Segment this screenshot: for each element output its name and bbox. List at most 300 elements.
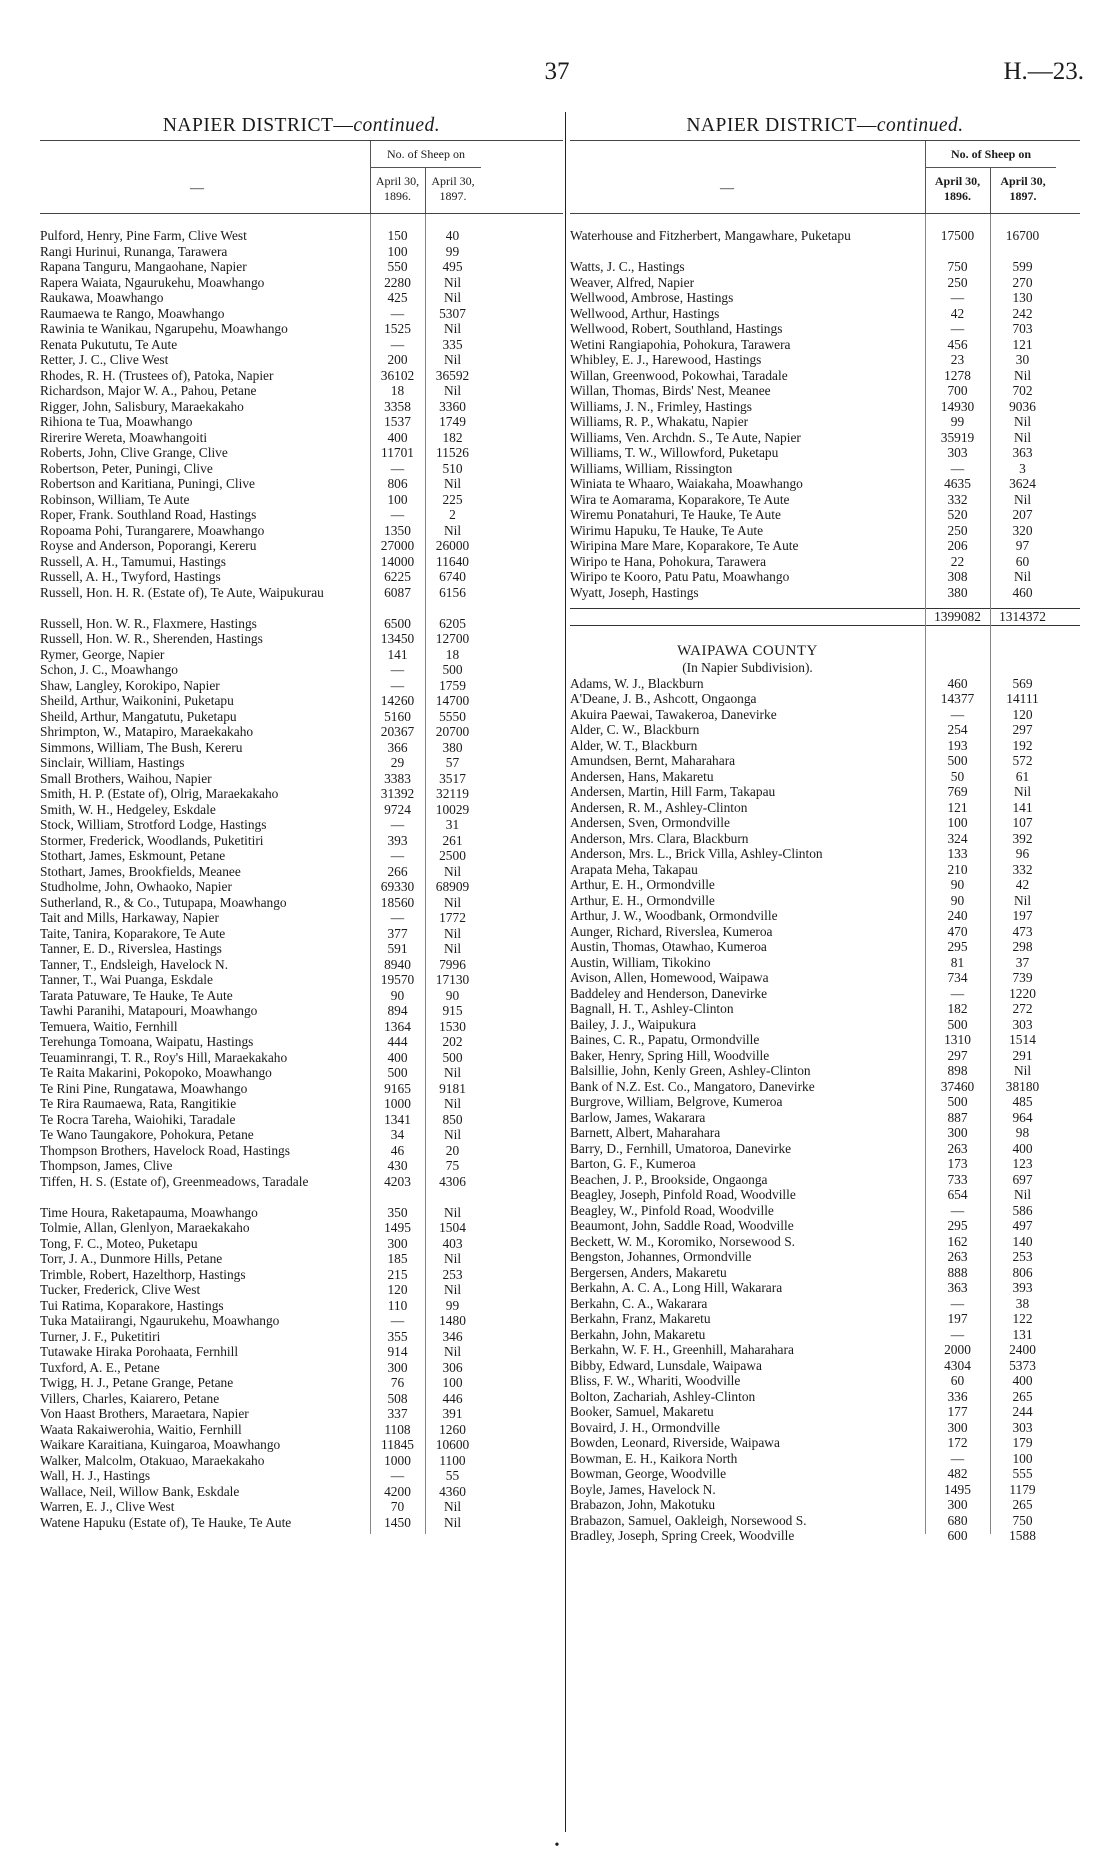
sheep-1897: 739 <box>1012 970 1033 985</box>
sheep-1896: 2000 <box>944 1342 971 1357</box>
sheep-1897: 5307 <box>439 305 466 321</box>
sheep-1896: 888 <box>947 1264 968 1280</box>
table-row <box>40 461 563 477</box>
sheep-1897: Nil <box>443 1344 462 1359</box>
sheep-1896: 500 <box>947 1016 968 1032</box>
owner-name: Bibby, Edward, Lunsdale, Waipawa <box>570 1357 762 1373</box>
sheep-1896: 9165 <box>384 1080 411 1096</box>
owner-name: Twigg, H. J., Petane Grange, Petane <box>40 1375 234 1390</box>
table-row <box>40 910 563 926</box>
sheep-1897: 332 <box>1012 861 1033 877</box>
owner-name: Watts, J. C., Hastings <box>570 259 685 274</box>
owner-name: Tawhi Paranihi, Matapouri, Moawhango <box>40 1003 258 1018</box>
sheep-1896: 377 <box>387 925 408 941</box>
table-row <box>570 1327 1080 1343</box>
owner-name: Teuaminrangi, T. R., Roy's Hill, Maraekakaho <box>40 1049 288 1065</box>
sheep-1897: 750 <box>1012 1512 1033 1528</box>
sheep-1897: 3360 <box>439 398 466 414</box>
sheep-1897: Nil <box>443 1065 462 1080</box>
owner-name: Baddeley and Henderson, Danevirke <box>570 985 768 1001</box>
owner-name: Adams, W. J., Blackburn <box>570 675 704 691</box>
table-row <box>570 1017 1080 1033</box>
sheep-1896: 19570 <box>380 972 415 987</box>
sheep-1896: — <box>390 677 405 693</box>
table-row <box>570 1203 1080 1219</box>
sheep-1897: 225 <box>442 491 463 507</box>
table-row <box>40 1437 563 1453</box>
sheep-1896: — <box>950 1295 965 1311</box>
owner-name: Tait and Mills, Harkaway, Napier <box>40 910 219 925</box>
sheep-1896: 173 <box>947 1156 968 1171</box>
owner-name: Waikare Karaitiana, Kuingaroa, Moawhango <box>40 1437 281 1452</box>
sheep-1897: 38180 <box>1005 1078 1040 1094</box>
sheep-1897: 121 <box>1012 336 1033 352</box>
owner-name: Te Raita Makarini, Pokopoko, Moawhango <box>40 1065 272 1080</box>
sheep-1896: 591 <box>387 941 408 956</box>
sheep-1897: 18 <box>445 646 460 662</box>
county-title: WAIPAWA COUNTY <box>677 642 818 659</box>
table-row <box>570 1249 1080 1265</box>
owner-name: Wiremu Ponatahuri, Te Hauke, Te Aute <box>570 507 781 522</box>
sheep-1897: 1588 <box>1009 1528 1036 1543</box>
sheep-1896: 297 <box>947 1047 968 1063</box>
owner-name: Ropoama Pohi, Turangarere, Moawhango <box>40 522 265 538</box>
sheep-1896: — <box>950 985 965 1001</box>
sheep-1897: 253 <box>1012 1249 1033 1264</box>
right-col-group-label: No. of Sheep on <box>926 141 1056 168</box>
owner-name: Sinclair, William, Hastings <box>40 755 185 770</box>
owner-name: Bailey, J. J., Waipukura <box>570 1016 697 1032</box>
sheep-1897: 12700 <box>435 631 470 646</box>
table-row <box>40 895 563 911</box>
owner-name: Arthur, J. W., Woodbank, Ormondville <box>570 908 778 923</box>
owner-name: Booker, Samuel, Makaretu <box>570 1404 714 1419</box>
owner-name: Avison, Allen, Homewood, Waipawa <box>570 970 769 985</box>
owner-name: Von Haast Brothers, Maraetara, Napier <box>40 1406 249 1421</box>
sheep-1896: 34 <box>390 1127 405 1142</box>
owner-name: Robertson and Karitiana, Puningi, Clive <box>40 476 255 491</box>
sheep-1897: 850 <box>442 1111 463 1127</box>
sheep-1897: 197 <box>1012 908 1033 923</box>
sheep-1896: 4200 <box>384 1483 411 1499</box>
sheep-1897: 253 <box>442 1266 463 1282</box>
sheep-1896: — <box>390 1313 405 1328</box>
table-row <box>40 383 563 399</box>
owner-name: Robertson, Peter, Puningi, Clive <box>40 460 213 476</box>
owner-name: Torr, J. A., Dunmore Hills, Petane <box>40 1251 223 1266</box>
sheep-1896: 18560 <box>380 894 415 910</box>
sheep-1896: 206 <box>947 538 968 553</box>
sheep-1897: 291 <box>1012 1047 1033 1063</box>
sheep-1896: 177 <box>947 1404 968 1419</box>
right-table-body <box>570 214 1080 1544</box>
table-row <box>40 492 563 508</box>
owner-name: Waata Rakaiwerohia, Waitio, Fernhill <box>40 1421 242 1437</box>
sheep-1896: 393 <box>387 832 408 848</box>
table-row <box>40 1344 563 1360</box>
owner-name: Berkahn, Franz, Makaretu <box>570 1311 711 1326</box>
table-row <box>570 955 1080 971</box>
owner-name: Williams, Ven. Archdn. S., Te Aute, Napier <box>570 429 801 445</box>
table-row <box>40 1205 563 1221</box>
right-header-dash: — <box>720 181 734 196</box>
owner-name: Villers, Charles, Kaiarero, Petane <box>40 1390 220 1406</box>
sheep-1897: 1100 <box>439 1452 466 1468</box>
sheep-1897: 2500 <box>439 848 466 863</box>
owner-name: Te Wano Taungakore, Pohokura, Petane <box>40 1127 254 1142</box>
table-row <box>40 1096 563 1112</box>
sheep-1897: 1504 <box>439 1220 466 1235</box>
sheep-1897: 1772 <box>439 910 466 925</box>
sheep-1897: 5550 <box>439 708 466 724</box>
sheep-1896: 733 <box>947 1171 968 1187</box>
table-row <box>40 771 563 787</box>
sheep-1896: 295 <box>947 1218 968 1233</box>
owner-name: Rirerire Wereta, Moawhangoiti <box>40 429 208 445</box>
table-row <box>40 879 563 895</box>
sheep-1896: 500 <box>947 753 968 768</box>
table-row <box>570 707 1080 723</box>
owner-name: Tanner, E. D., Riverslea, Hastings <box>40 941 222 956</box>
table-row <box>40 1375 563 1391</box>
owner-name: Bank of N.Z. Est. Co., Mangatoro, Danevirke <box>570 1078 815 1094</box>
table-row <box>570 1141 1080 1157</box>
owner-name: Smith, W. H., Hedgeley, Eskdale <box>40 801 216 817</box>
table-row <box>40 1422 563 1438</box>
sheep-1897: 363 <box>1012 445 1033 460</box>
table-row <box>570 1172 1080 1188</box>
left-col-group-label: No. of Sheep on <box>371 141 481 168</box>
table-row <box>40 352 563 368</box>
sheep-1896: 550 <box>387 259 408 274</box>
table-row <box>40 693 563 709</box>
sheep-1897: 10600 <box>435 1437 470 1452</box>
owner-name: Williams, R. P., Whakatu, Napier <box>570 414 749 429</box>
sheep-1897: 6205 <box>439 615 466 631</box>
owner-name: Pulford, Henry, Pine Farm, Clive West <box>40 228 247 243</box>
owner-name: Stormer, Frederick, Woodlands, Puketitiri <box>40 832 264 848</box>
sheep-1897: 964 <box>1012 1109 1033 1125</box>
table-row <box>40 616 563 632</box>
sheep-1897: Nil <box>1013 367 1032 383</box>
right-district-title: NAPIER DISTRICT—continued. <box>686 115 964 136</box>
sheep-1896: 215 <box>387 1266 408 1282</box>
sheep-1897: 122 <box>1012 1311 1033 1326</box>
sheep-1897: 17130 <box>435 972 470 987</box>
owner-name: Wall, H. J., Hastings <box>40 1468 151 1483</box>
sheep-1897: 68909 <box>435 879 470 894</box>
table-row <box>570 337 1080 353</box>
sheep-1896: 500 <box>387 1065 408 1080</box>
right-col2-header: April 30, 1897. <box>990 168 1055 213</box>
sheep-1896: 193 <box>947 737 968 753</box>
table-row <box>40 941 563 957</box>
table-row <box>40 1468 563 1484</box>
table-row <box>570 538 1080 554</box>
owner-name: Beckett, W. M., Koromiko, Norsewood S. <box>570 1233 796 1249</box>
owner-name: Wellwood, Ambrose, Hastings <box>570 290 734 305</box>
owner-name: Beaumont, John, Saddle Road, Woodville <box>570 1218 794 1233</box>
sheep-1896: 14000 <box>380 553 415 569</box>
sheep-1897: 3517 <box>439 770 466 786</box>
sheep-1896: 20367 <box>380 724 415 739</box>
sheep-1897: Nil <box>1013 1187 1032 1202</box>
sheep-1897: 98 <box>1015 1125 1030 1140</box>
table-row <box>40 1158 563 1174</box>
table-row <box>40 678 563 694</box>
sheep-1897: 485 <box>1012 1094 1033 1109</box>
owner-name: Wira te Aomarama, Koparakore, Te Aute <box>570 491 790 507</box>
sheep-1897: 38 <box>1015 1295 1030 1311</box>
owner-name: Tanner, T., Endsleigh, Havelock N. <box>40 956 229 972</box>
table-row <box>40 1406 563 1422</box>
table-row <box>570 523 1080 539</box>
sheep-1896: — <box>950 1202 965 1218</box>
district-total-row <box>570 608 1080 626</box>
table-row <box>40 802 563 818</box>
sheep-1896: 500 <box>947 1094 968 1109</box>
sheep-1896: — <box>950 1326 965 1342</box>
sheep-1897: Nil <box>443 476 462 491</box>
sheep-1897: 346 <box>442 1328 463 1344</box>
sheep-1896: 3358 <box>384 398 411 414</box>
owner-name: Simmons, William, The Bush, Kereru <box>40 739 243 755</box>
table-row <box>570 383 1080 399</box>
table-row <box>570 1482 1080 1498</box>
sheep-1897: 90 <box>445 987 460 1003</box>
sheep-1897: 11526 <box>436 445 469 460</box>
table-row <box>570 368 1080 384</box>
sheep-1896: 1350 <box>384 522 411 538</box>
table-row <box>40 1499 563 1515</box>
sheep-1897: 10029 <box>435 801 470 817</box>
table-row <box>570 784 1080 800</box>
sheep-1896: 250 <box>947 522 968 538</box>
sheep-1896: 162 <box>947 1233 968 1249</box>
sheep-1897: 123 <box>1012 1156 1033 1171</box>
owner-name: Studholme, John, Owhaoko, Napier <box>40 879 232 894</box>
sheep-1896: — <box>390 460 405 476</box>
column-divider <box>565 112 566 1832</box>
table-row <box>570 1497 1080 1513</box>
table-row <box>40 1515 563 1546</box>
sheep-1896: 425 <box>387 290 408 305</box>
sheep-1897: 265 <box>1012 1497 1033 1512</box>
sheep-1896: 36102 <box>380 367 415 383</box>
owner-name: Andersen, Hans, Makaretu <box>570 768 714 784</box>
sheep-1896: 6087 <box>384 584 411 600</box>
total-1896: 1399082 <box>934 609 981 624</box>
table-row <box>570 939 1080 955</box>
sheep-1896: 200 <box>387 352 408 367</box>
owner-name: Renata Pukututu, Te Aute <box>40 336 178 352</box>
sheep-1897: Nil <box>443 290 462 305</box>
sheep-1897: Nil <box>443 321 462 336</box>
owner-name: Trimble, Robert, Hazelthorp, Hastings <box>40 1266 246 1282</box>
owner-name: Small Brothers, Waihou, Napier <box>40 770 212 786</box>
owner-name: Bagnall, H. T., Ashley-Clinton <box>570 1001 734 1016</box>
sheep-1896: 120 <box>387 1282 408 1297</box>
table-row <box>570 1404 1080 1420</box>
sheep-1896: 680 <box>947 1512 968 1528</box>
owner-name: Bolton, Zachariah, Ashley-Clinton <box>570 1388 756 1404</box>
owner-name: Wallace, Neil, Willow Bank, Eskdale <box>40 1483 240 1499</box>
table-row <box>40 817 563 833</box>
owner-name: Thompson, James, Clive <box>40 1158 173 1173</box>
table-row <box>40 445 563 461</box>
sheep-1896: 336 <box>947 1388 968 1404</box>
table-row <box>40 228 563 244</box>
sheep-1896: — <box>390 910 405 925</box>
sheep-1896: 90 <box>950 877 965 892</box>
sheep-1897: Nil <box>443 925 462 941</box>
owner-name: Bovaird, J. H., Ormondville <box>570 1419 720 1435</box>
sheep-1897: 270 <box>1012 274 1033 290</box>
sheep-1896: 894 <box>387 1003 408 1018</box>
table-row <box>40 1313 563 1329</box>
owner-name: Thompson Brothers, Havelock Road, Hastings <box>40 1142 290 1158</box>
table-row <box>570 1187 1080 1203</box>
sheep-1897: Nil <box>443 274 462 290</box>
owner-name: Te Rini Pine, Rungatawa, Moawhango <box>40 1080 248 1096</box>
sheep-1897: 37 <box>1015 954 1030 970</box>
table-row <box>570 399 1080 415</box>
sheep-1897: 6156 <box>439 584 466 600</box>
owner-name: Akuira Paewai, Tawakeroa, Danevirke <box>570 706 777 722</box>
sheep-1897: 500 <box>442 1049 463 1065</box>
sheep-1896: 46 <box>390 1142 405 1158</box>
owner-name: Williams, J. N., Frimley, Hastings <box>570 398 752 414</box>
sheep-1897: Nil <box>1013 429 1032 445</box>
sheep-1896: 266 <box>387 863 408 879</box>
owner-name: Tuxford, A. E., Petane <box>40 1359 160 1375</box>
owner-name: Beachen, J. P., Brookside, Ongaonga <box>570 1171 768 1187</box>
table-row <box>40 1143 563 1159</box>
sheep-1896: 9724 <box>384 801 411 817</box>
owner-name: Wellwood, Robert, Southland, Hastings <box>570 321 783 336</box>
right-table-header <box>570 140 1080 214</box>
owner-name: Beagley, W., Pinfold Road, Woodville <box>570 1202 774 1218</box>
sheep-1896: 29 <box>390 755 405 770</box>
table-row <box>40 1220 563 1236</box>
sheep-1896: 1000 <box>384 1452 411 1468</box>
sheep-1896: 35919 <box>940 429 975 445</box>
right-column <box>570 112 1080 1544</box>
table-row <box>570 986 1080 1002</box>
sheep-1897: 6740 <box>439 569 466 584</box>
sheep-1897: 242 <box>1012 305 1033 321</box>
owner-name: Roberts, John, Clive Grange, Clive <box>40 445 228 460</box>
sheep-1897: 4306 <box>439 1173 466 1189</box>
table-row <box>40 306 563 322</box>
owner-name: Bliss, F. W., Whariti, Woodville <box>570 1373 741 1388</box>
owner-name: Willan, Thomas, Birds' Nest, Meanee <box>570 383 771 398</box>
owner-name: Rawinia te Wanikau, Ngarupehu, Moawhango <box>40 321 288 336</box>
owner-name: Beagley, Joseph, Pinfold Road, Woodville <box>570 1187 796 1202</box>
table-row <box>40 786 563 802</box>
sheep-1897: 40 <box>445 228 460 243</box>
sheep-1896: 18 <box>390 383 405 398</box>
sheep-1897: 179 <box>1012 1435 1033 1450</box>
sheep-1896: 1450 <box>384 1514 411 1530</box>
owner-name: Tui Ratima, Koparakore, Hastings <box>40 1297 224 1313</box>
owner-name: Whibley, E. J., Harewood, Hastings <box>570 352 762 367</box>
footer-mark: • <box>554 1838 560 1853</box>
owner-name: Tong, F. C., Moteo, Puketapu <box>40 1235 198 1251</box>
sheep-1897: 586 <box>1012 1202 1033 1218</box>
sheep-1896: 3383 <box>384 770 411 786</box>
table-row <box>40 988 563 1004</box>
left-table-body <box>40 214 563 1546</box>
owner-name: Waterhouse and Fitzherbert, Mangawhare, Puketapu <box>570 228 851 243</box>
sheep-1896: 1364 <box>384 1018 411 1034</box>
owner-name: Rhodes, R. H. (Trustees of), Patoka, Napier <box>40 367 274 383</box>
owner-name: Russell, A. H., Twyford, Hastings <box>40 569 221 584</box>
table-row <box>40 662 563 678</box>
sheep-1897: 30 <box>1015 352 1030 367</box>
sheep-1897: Nil <box>443 941 462 956</box>
sheep-1897: 261 <box>442 832 463 848</box>
sheep-1896: 750 <box>947 259 968 274</box>
table-row <box>570 1451 1080 1467</box>
owner-name: Russell, Hon. W. R., Sherenden, Hastings <box>40 631 263 646</box>
sheep-1896: 914 <box>387 1344 408 1359</box>
sheep-1896: 31392 <box>380 786 415 801</box>
owner-name: Shaw, Langley, Korokipo, Napier <box>40 677 220 693</box>
table-row <box>570 846 1080 862</box>
sheep-1896: 150 <box>387 228 408 243</box>
table-row <box>570 1156 1080 1172</box>
owner-name: Tarata Patuware, Te Hauke, Te Aute <box>40 987 233 1003</box>
sheep-1897: Nil <box>1013 1063 1032 1078</box>
owner-name: Brabazon, Samuel, Oakleigh, Norsewood S. <box>570 1512 807 1528</box>
owner-name: Wiripo te Hana, Pohokura, Tarawera <box>570 553 767 569</box>
sheep-1896: 90 <box>390 987 405 1003</box>
table-row <box>570 1110 1080 1126</box>
sheep-1896: 11845 <box>381 1437 414 1452</box>
sheep-1897: 320 <box>1012 522 1033 538</box>
sheep-1896: — <box>390 662 405 677</box>
owner-name: Rapana Tanguru, Mangaohane, Napier <box>40 259 247 274</box>
sheep-1896: 400 <box>387 429 408 445</box>
table-row <box>40 647 563 663</box>
table-row <box>570 1389 1080 1405</box>
sheep-1896: 355 <box>387 1328 408 1344</box>
table-row <box>570 1528 1080 1544</box>
sheep-1896: — <box>390 336 405 352</box>
table-row <box>570 877 1080 893</box>
owner-name: Stothart, James, Brookfields, Meanee <box>40 863 241 879</box>
sheep-1897: 460 <box>1012 584 1033 600</box>
left-column <box>40 112 563 1546</box>
table-row <box>570 1265 1080 1281</box>
sheep-1896: 81 <box>950 954 965 970</box>
sheep-1897: 1530 <box>439 1018 466 1034</box>
sheep-1896: 70 <box>390 1499 405 1514</box>
sheep-1896: — <box>950 706 965 722</box>
owner-name: Willan, Greenwood, Pokowhai, Taradale <box>570 367 788 383</box>
owner-name: Royse and Anderson, Poporangi, Kereru <box>40 538 257 553</box>
owner-name: Schon, J. C., Moawhango <box>40 662 178 677</box>
sheep-1897: 99 <box>445 1297 460 1313</box>
owner-name: Rigger, John, Salisbury, Maraekakaho <box>40 398 244 414</box>
table-row <box>570 492 1080 508</box>
owner-name: Stothart, James, Eskmount, Petane <box>40 848 226 863</box>
sheep-1896: 110 <box>387 1297 408 1313</box>
owner-name: Terehunga Tomoana, Waipatu, Hastings <box>40 1034 254 1049</box>
table-row <box>570 1234 1080 1250</box>
sheep-1897: 380 <box>442 739 463 755</box>
